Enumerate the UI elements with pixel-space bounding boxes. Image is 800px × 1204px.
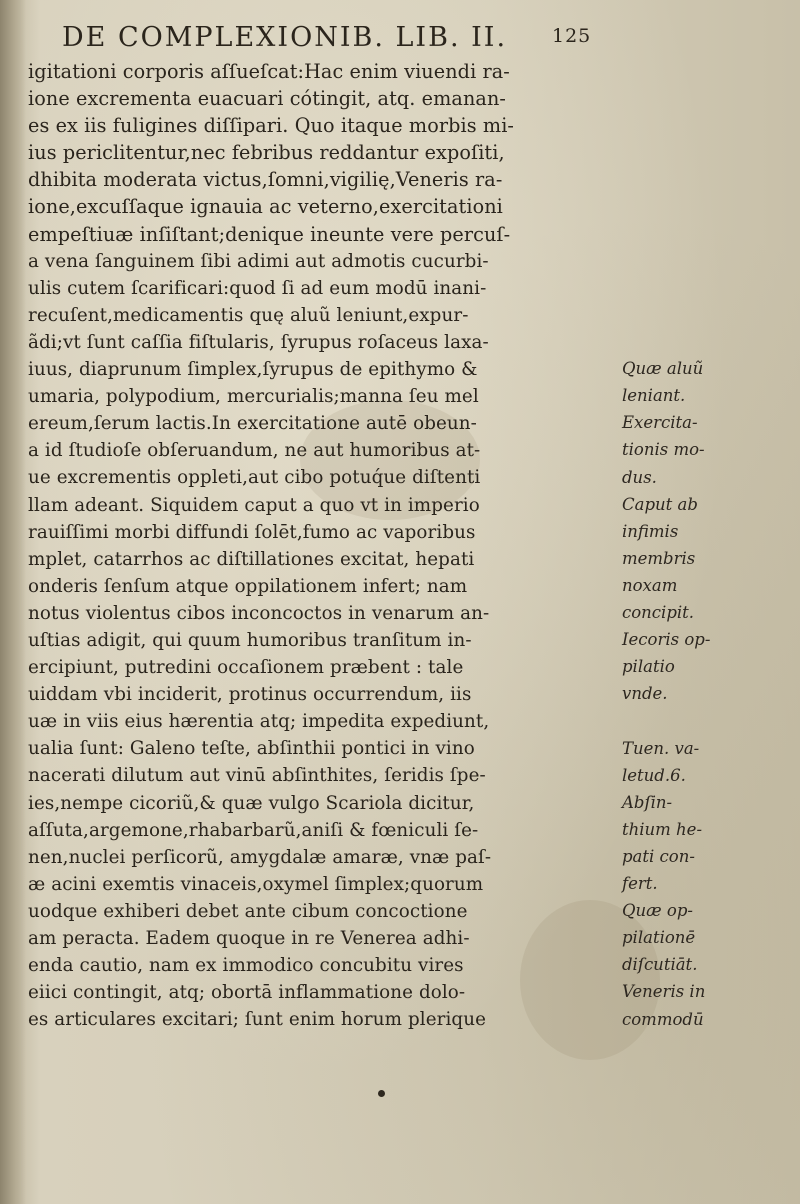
margin-note: thium he- [622,819,703,839]
margin-note: Abſin- [622,792,673,812]
margin-note: noxam [622,575,678,595]
header-title: DE COMPLEXIONIB. LIB. II. [62,22,508,53]
text-line: æ acini exemtis vinaceis,oxymel ſimplex;quorum [28,873,484,895]
text-line: ius periclitentur,nec febribus reddantur expoſiti, [28,141,505,165]
margin-note: leniant. [622,386,686,406]
text-line: ione excrementa euacuari cótingit, atq. emanan- [28,87,506,111]
text-line: ue excrementis oppleti,aut cibo potuq́ue diſtenti [28,467,481,489]
text-line: llam adeant. Siquidem caput a quo vt in imperio [28,494,480,516]
text-line: aſſuta,argemone,rhabarbarũ,aniſi & fœniculi ſe- [28,819,479,841]
text-line: rauiſſimi morbi diffundi ſolēt,fumo ac vaporibus [28,521,476,543]
margin-note: Iecoris op- [622,630,711,650]
text-line: uodque exhiberi debet ante cibum concoctione [28,900,468,922]
text-line: iuus, diaprunum ſimplex,ſyrupus de epithymo & [28,359,478,381]
text-line: ãdi;vt ſunt caſſia fiſtularis, ſyrupus roſaceus laxa- [28,331,489,353]
margin-note: tionis mo- [622,440,705,460]
margin-note: concipit. [622,603,695,622]
margin-note: Quæ op- [622,901,693,921]
margin-note: pati con- [622,846,695,866]
margin-note: diſcutiāt. [622,955,698,975]
margin-note: pilatio [622,657,675,677]
text-line: a vena ſanguinem ſibi adimi aut admotis cucurbi- [28,250,489,272]
text-line: ies,nempe cicoriũ,& quæ vulgo Scariola dicitur, [28,792,475,814]
text-line: empeſtiuæ inſiſtant;denique ineunte vere percuſ- [28,222,511,246]
text-line: ereum,ſerum lactis.In exercitatione autē obeun- [28,413,477,435]
text-line: mplet, catarrhos ac diſtillationes excitat, hepati [28,548,475,570]
text-line: uſtias adigit, qui quum humoribus tranſitum in- [28,629,472,651]
text-line: eiici contingit, atq; obortā inflammatione dolo- [28,982,466,1004]
text-line: es ex iis fuligines diſſipari. Quo itaque morbis mi- [28,114,515,138]
text-line: ulis cutem ſcarificari:quod ſi ad eum modū inani- [28,277,487,299]
text-line: am peracta. Eadem quoque in re Venerea adhi- [28,928,470,949]
text-line: enda cautio, nam ex immodico concubitu vires [28,955,464,977]
text-line: es articulares excitari; ſunt enim horum plerique [28,1009,487,1031]
margin-note: Tuen. va- [622,738,700,758]
margin-note: Quæ aluũ [622,359,704,379]
running-header [62,22,782,58]
ornament-dot [378,1090,385,1097]
margin-note: pilationē [622,928,696,948]
text-line: nen,nuclei perſicorũ, amygdalæ amaræ, vnæ paſ- [28,846,492,868]
text-line: notus violentus cibos inconcoctos in venarum an- [28,602,490,624]
margin-note: Caput ab [622,494,698,514]
text-line: recuſent,medicamentis quę aluũ leniunt,expur- [28,304,469,326]
margin-note: infimis [622,521,679,541]
margin-note: Exercita- [622,413,698,433]
text-line: ercipiunt, putredini occaſionem præbent : tale [28,657,464,679]
text-line: uæ in viis eius hærentia atq; impedita expediunt, [28,711,490,733]
text-line: ualia ſunt: Galeno teſte, abſinthii pontici in vino [28,738,475,760]
margin-note: membris [622,548,696,568]
margin-note: dus. [622,467,657,487]
text-line: onderis ſenſum atque oppilationem infert; nam [28,575,468,597]
text-line: a id ſtudioſe obſeruandum, ne aut humoribus at- [28,440,481,462]
text-line: igitationi corporis aſſueſcat:Hac enim viuendi ra- [28,60,510,83]
margin-note: Veneris in [622,982,706,1002]
margin-note: commodū [622,1009,704,1029]
text-line: nacerati dilutum aut vinū abſinthites, ſeridis ſpe- [28,765,486,787]
text-line: dhibita moderata victus,ſomni,vigilię,Veneris ra- [28,168,503,192]
margin-note: letud.6. [622,765,686,785]
margin-note: vnde. [622,684,668,704]
body-text [28,58,618,1033]
text-line: uiddam vbi inciderit, protinus occurrendum, iis [28,684,472,706]
page-gutter [0,0,26,1204]
text-line: umaria, polypodium, mercurialis;manna ſeu mel [28,386,479,408]
page-number: 125 [552,25,592,47]
text-line: ione,excuſſaque ignauia ac veterno,exercitationi [28,195,503,219]
margin-note: fert. [622,874,658,893]
